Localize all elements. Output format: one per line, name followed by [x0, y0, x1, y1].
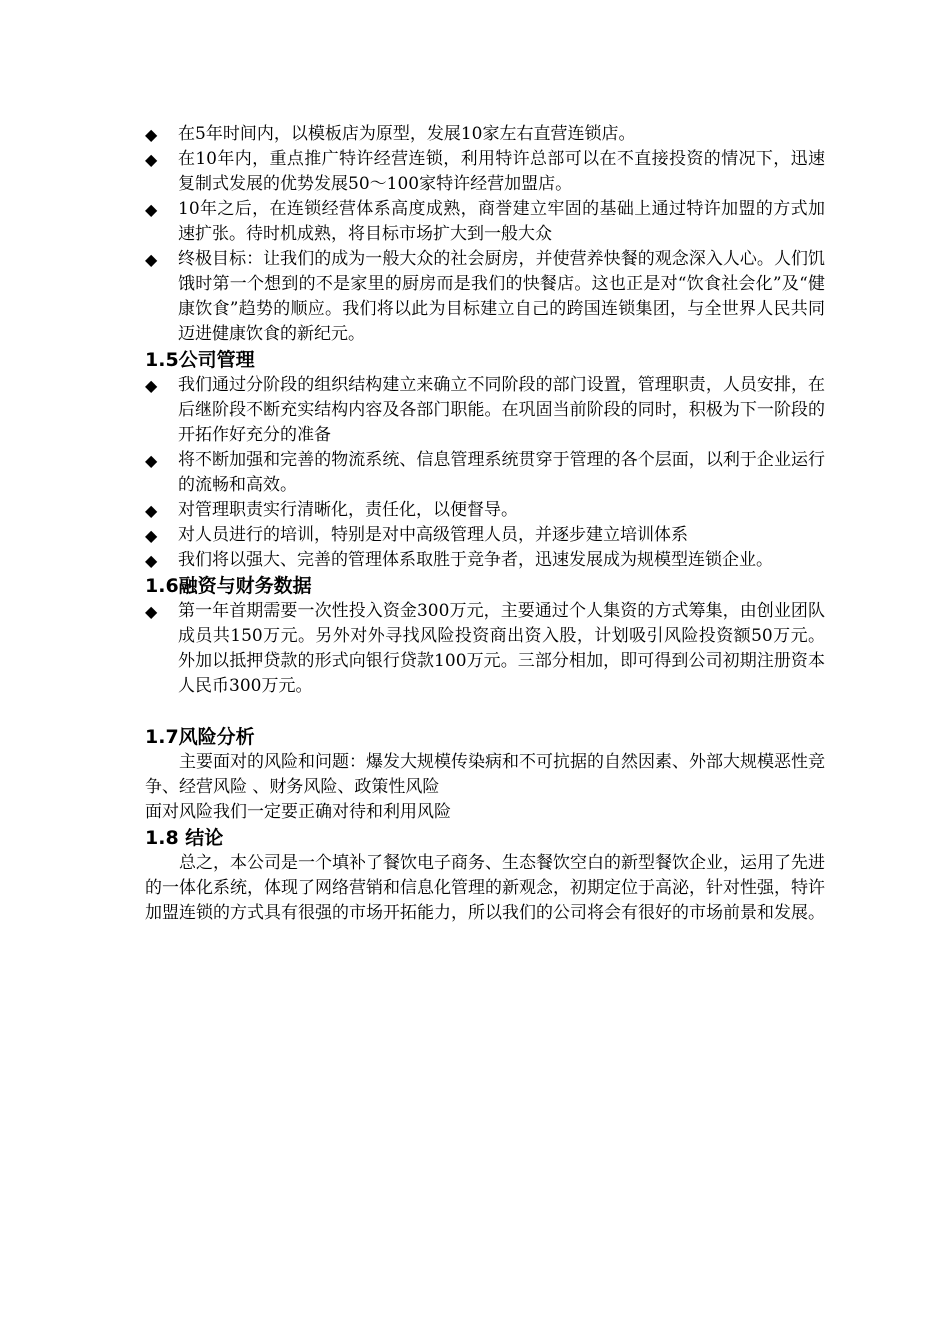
diamond-bullet-icon: ◆	[145, 551, 158, 570]
risk-note-paragraph: 面对风险我们一定要正确对待和利用风险	[145, 802, 451, 822]
conclusion-paragraph: 总之，本公司是一个填补了餐饮电子商务、生态餐饮空白的新型餐饮企业，运用了先进的一体化系统，体现了网络营销和信息化管理的新观念，初期定位于高泌，针对性强，特许加盟连锁的方式具有很强的市场开拓能力，所以我们的公司将会有很好的市场前景和发展。	[145, 853, 825, 923]
blank-line	[145, 699, 825, 724]
management-bullet-list	[145, 373, 825, 573]
list-item: ◆ 将不断加强和完善的物流系统、信息管理系统贯穿于管理的各个层面，以利于企业运行的流畅和高效。	[145, 450, 825, 495]
list-item: ◆ 对管理职责实行清晰化，责任化，以便督导。	[145, 498, 825, 523]
diamond-bullet-icon: ◆	[145, 250, 158, 269]
document-page	[145, 122, 825, 926]
list-item: ◆ 第一年首期需要一次性投入资金300万元，主要通过个人集资的方式筹集，由创业团队成员共150万元。另外对外寻找风险投资商出资入股，计划吸引风险投资额50万元。外加以抵押贷款的形式向银行贷款100万元。三部分相加，即可得到公司初期注册资本人民币300万元。	[145, 601, 825, 696]
section-heading-1-6: 1.6融资与财务数据	[145, 575, 312, 597]
finance-bullet-list	[145, 599, 825, 699]
diamond-bullet-icon: ◆	[145, 200, 158, 219]
section-heading-1-8: 1.8 结论	[145, 827, 224, 849]
intro-bullet-list	[145, 122, 825, 347]
list-item: ◆ 终极目标：让我们的成为一般大众的社会厨房，并使营养快餐的观念深入人心。人们饥饿时第一个想到的不是家里的厨房而是我们的快餐店。这也正是对“饮食社会化”及“健康饮食”趋势的顺应。我们将以此为目标建立自己的跨国连锁集团，与全世界人民共同迈进健康饮食的新纪元。	[145, 249, 825, 344]
section-heading-1-7: 1.7风险分析	[145, 726, 255, 748]
diamond-bullet-icon: ◆	[145, 602, 158, 621]
diamond-bullet-icon: ◆	[145, 125, 158, 144]
diamond-bullet-icon: ◆	[145, 451, 158, 470]
risk-paragraph: 主要面对的风险和问题：爆发大规模传染病和不可抗据的自然因素、外部大规模恶性竞争、经营风险 、财务风险、政策性风险	[145, 752, 825, 797]
list-item: ◆ 在10年内，重点推广特许经营连锁，利用特许总部可以在不直接投资的情况下，迅速复制式发展的优势发展50～100家特许经营加盟店。	[145, 149, 825, 194]
diamond-bullet-icon: ◆	[145, 150, 158, 169]
list-item: ◆ 10年之后，在连锁经营体系高度成熟，商誉建立牢固的基础上通过特许加盟的方式加速扩张。待时机成熟，将目标市场扩大到一般大众	[145, 199, 825, 244]
list-item: ◆ 我们将以强大、完善的管理体系取胜于竞争者，迅速发展成为规模型连锁企业。	[145, 548, 825, 573]
diamond-bullet-icon: ◆	[145, 526, 158, 545]
section-heading-1-5: 1.5公司管理	[145, 349, 255, 371]
list-item: ◆ 在5年时间内，以模板店为原型，发展10家左右直营连锁店。	[145, 122, 825, 147]
diamond-bullet-icon: ◆	[145, 501, 158, 520]
list-item: ◆ 我们通过分阶段的组织结构建立来确立不同阶段的部门设置，管理职责，人员安排，在后继阶段不断充实结构内容及各部门职能。在巩固当前阶段的同时，积极为下一阶段的开拓作好充分的准备	[145, 375, 825, 445]
diamond-bullet-icon: ◆	[145, 376, 158, 395]
list-item: ◆ 对人员进行的培训，特别是对中高级管理人员，并逐步建立培训体系	[145, 523, 825, 548]
